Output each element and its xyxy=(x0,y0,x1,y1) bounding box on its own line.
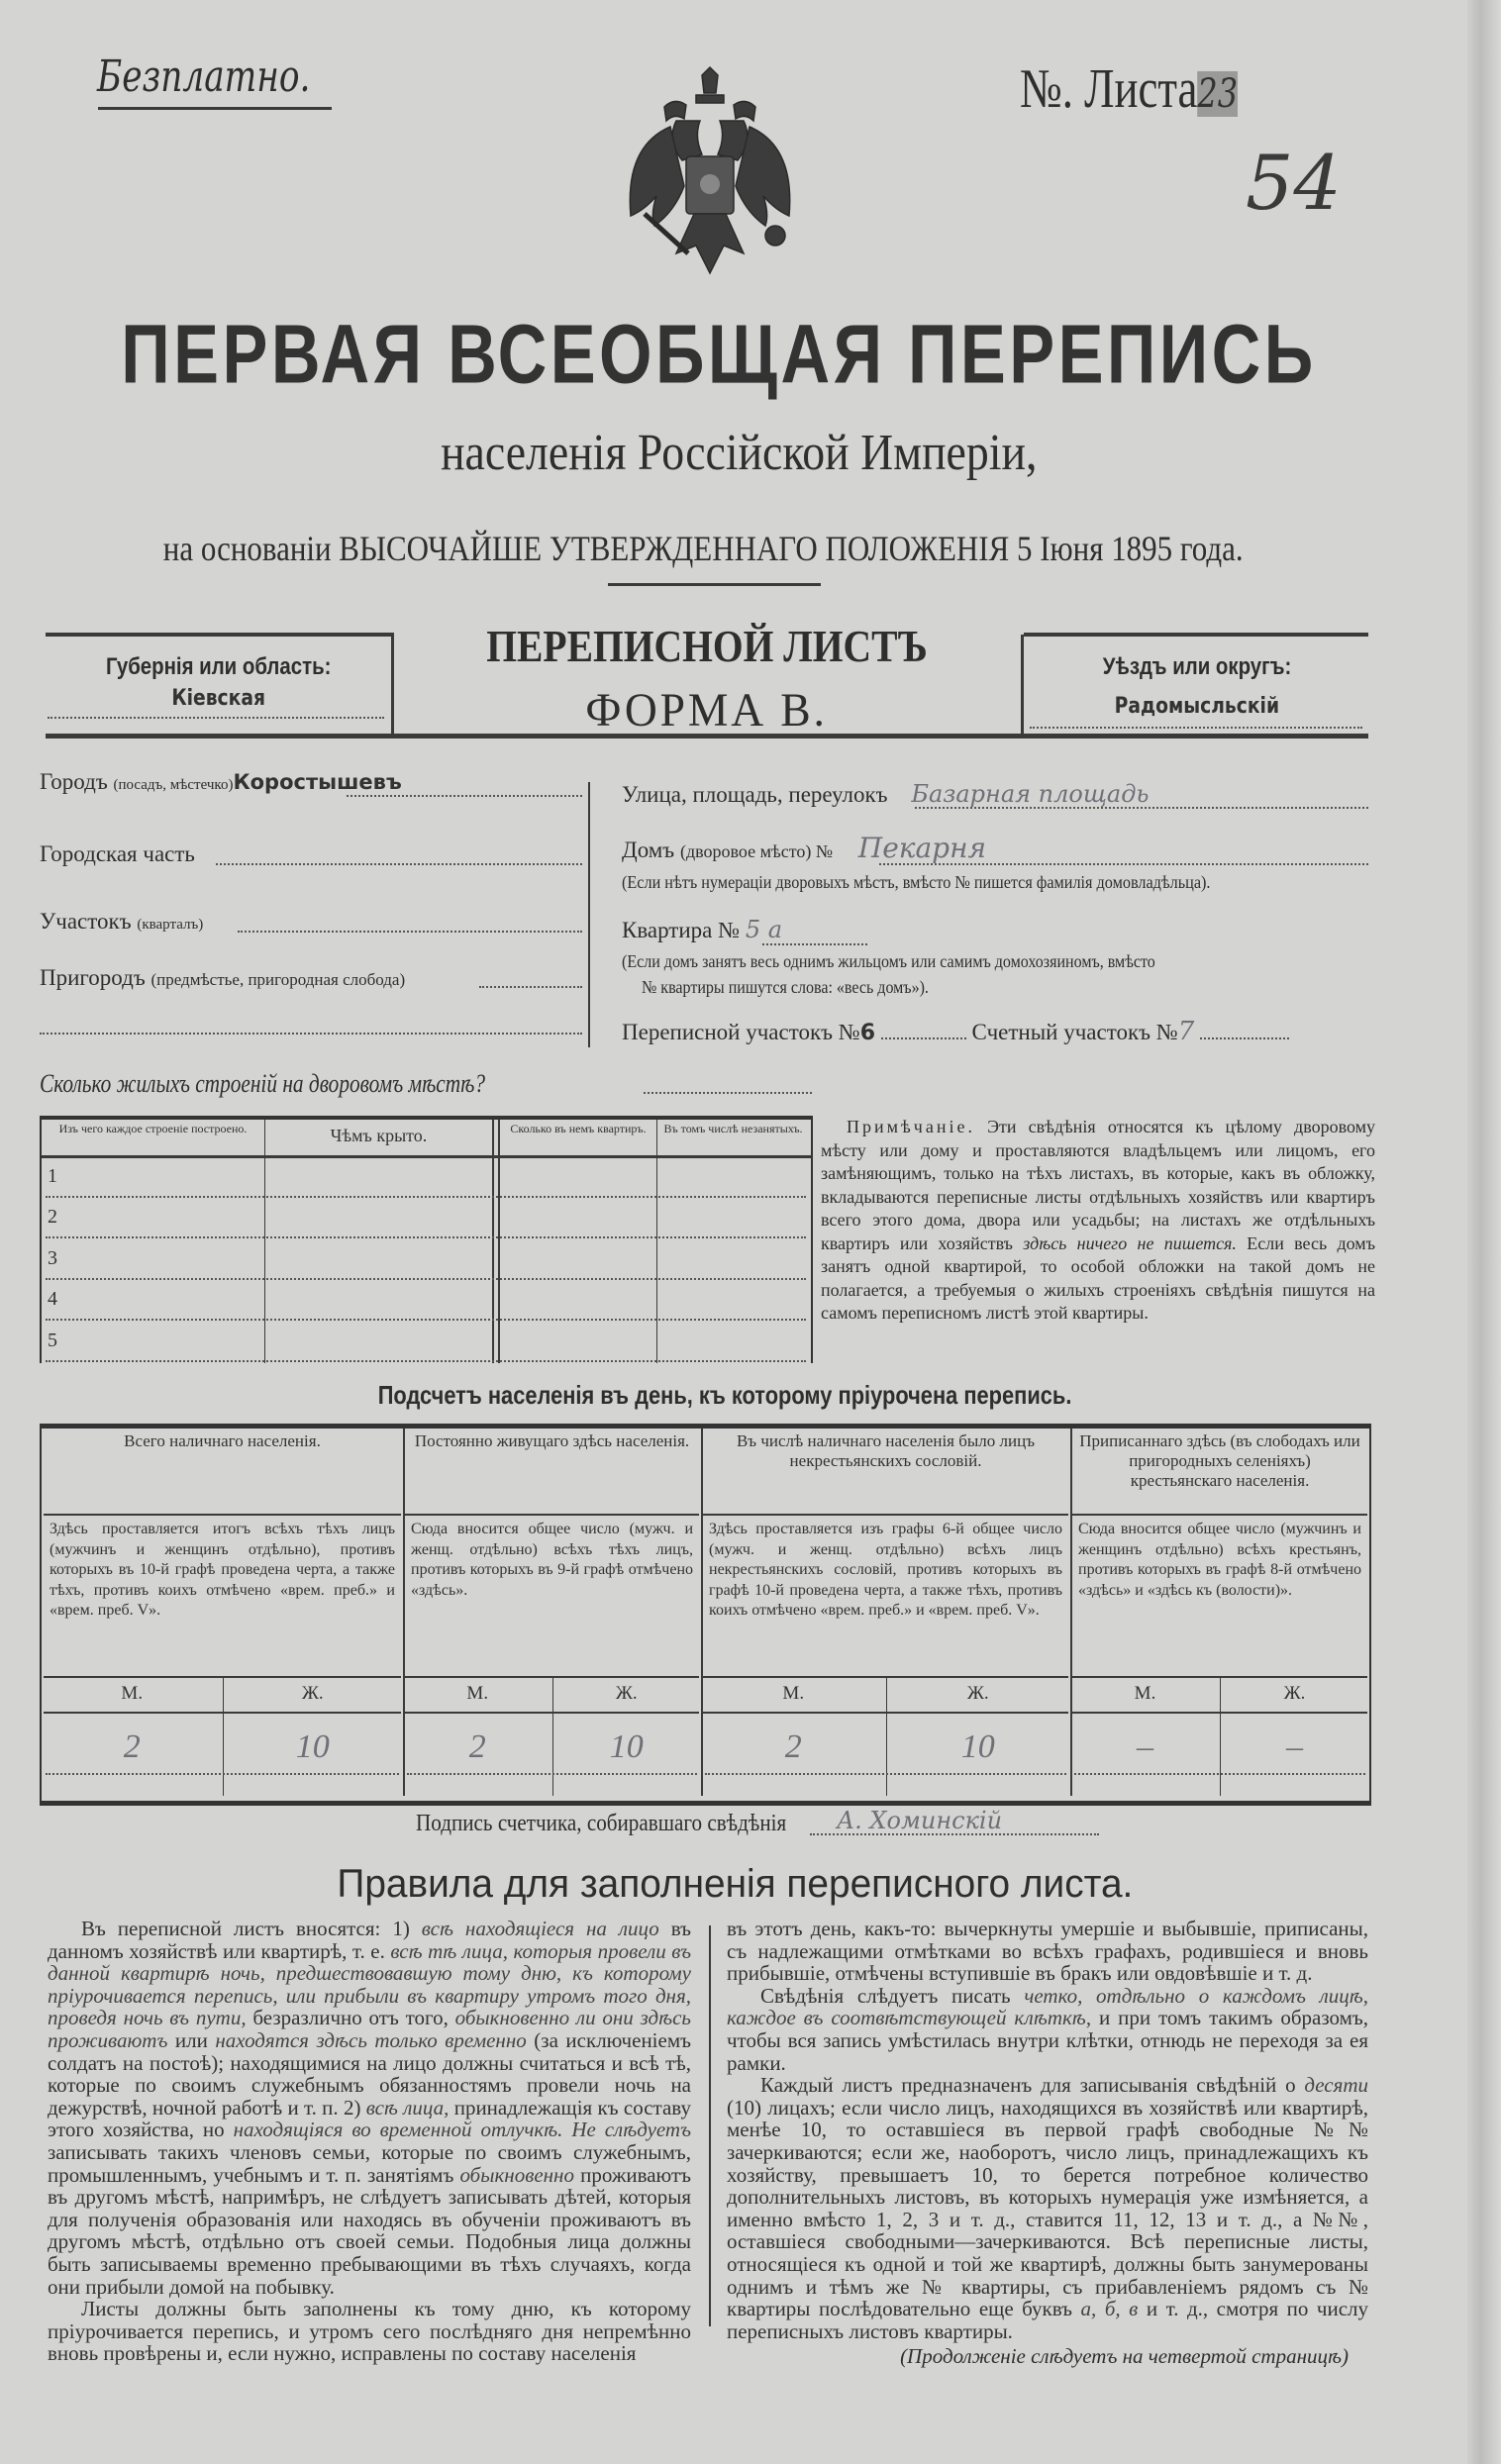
paragraph-text: и т. д., смотря по числу переписныхъ листовъ квартиры. xyxy=(727,2297,1369,2343)
building-row-line[interactable] xyxy=(46,1196,806,1198)
female-count-value[interactable]: – xyxy=(1286,1728,1303,1765)
male-label: М. xyxy=(121,1683,144,1704)
province-label-box xyxy=(48,653,390,681)
house-dotted-line xyxy=(879,863,1368,865)
paragraph-text: проживаютъ въ другомъ мѣстѣ, напримѣръ, не слѣдуетъ записывать дѣтей, которыя для полученія образованія или находясь въ обученіи проживаютъ въ другомъ мѣстѣ, отдѣльно отъ своей семьи. Подобныя лица должны быть записываемы временно пребывающими въ тѣхъ случаяхъ, когда они прибыли домой на побывку. xyxy=(48,2162,691,2299)
col-divider xyxy=(656,1120,657,1363)
building-row-number: 2 xyxy=(48,1206,57,1229)
apartment-note-line-1: (Если домъ занятъ весь однимъ жильцомъ или самимъ домохозяиномъ, вмѣсто xyxy=(622,951,1155,971)
paragraph-text: въ этотъ день, какъ-то: вычеркнуты умершіе и выбывшіе, приписаны, съ надлежащими отмѣтками во всѣхъ графахъ, родившіеся и вновь прибывшіе, отмѣчены вступившіе въ бракъ или овдовѣвшіе и т. д. xyxy=(727,1917,1368,1986)
province-value-box xyxy=(48,685,390,712)
population-column-title: Въ числѣ наличнаго населенія было лицъ некрестьянскихъ сословій. xyxy=(736,1431,1036,1470)
paragraph-text: въ данномъ хозяйствѣ или квартирѣ, т. е. xyxy=(48,1917,691,1963)
apartment-note-line-2: № квартиры пишутся слова: «весь домъ»). xyxy=(642,977,929,997)
rules-continuation-text: (Продолженіе слѣдуетъ на четвертой страницѣ) xyxy=(900,2344,1349,2369)
col-divider xyxy=(498,1120,500,1363)
province-box-top xyxy=(46,633,394,637)
male-count-value[interactable]: 2 xyxy=(784,1728,802,1765)
rules-paragraph xyxy=(48,1918,691,2298)
apartment-label: Квартира № xyxy=(622,918,741,942)
district-box-top xyxy=(1024,633,1368,637)
emphasized-text: обыкновенно ли они здѣсь проживаютъ xyxy=(48,2006,691,2052)
street-dotted-line xyxy=(915,807,1368,809)
female-label: Ж. xyxy=(301,1683,324,1704)
form-title xyxy=(394,620,1020,672)
city-dotted-line xyxy=(347,795,582,797)
male-label: М. xyxy=(782,1683,805,1704)
count-dotted-line xyxy=(1074,1773,1365,1775)
subtitle-text: населенія Россійской Имперіи, xyxy=(440,425,1038,481)
building-row-line[interactable] xyxy=(46,1360,806,1362)
title-main: ПЕРВАЯ ВСЕОБЩАЯ ПЕРЕПИСЬ xyxy=(121,307,1317,401)
imperial-eagle-emblem-icon xyxy=(605,65,815,277)
building-row-number: 4 xyxy=(48,1288,57,1311)
population-heading-text: Подсчетъ населенія въ день, къ которому пріурочена перепись. xyxy=(377,1380,1072,1410)
basis-text: на основаніи ВЫСОЧАЙШЕ УТВЕРЖДЕННАГО ПОЛОЖЕНІЯ 5 Іюня 1895 года. xyxy=(162,529,1244,568)
house-value[interactable]: Пекарня xyxy=(857,832,987,864)
count-dotted-line xyxy=(407,1773,697,1775)
note-text: Эти свѣдѣнія относятся къ цѣлому дворовому мѣсту или дому и проставляются владѣльцемъ или лицомъ, его замѣняющимъ, только на тѣхъ листахъ, въ которые, какъ въ обложку, вкладываются переписные листы отдѣльныхъ хозяйствъ или квартиръ всего этого дома, двора или усадьбы; на листахъ же отдѣльныхъ квартиръ или хозяйствъ xyxy=(821,1117,1375,1253)
rules-right-column xyxy=(727,1918,1368,2368)
rules-heading xyxy=(0,1861,1485,1907)
address-column-divider xyxy=(588,782,590,1047)
population-column-description: Здѣсь проставляется изъ графы 6-й общее число (мужч. и женщ. отдѣльно) всѣхъ лицъ некрестьянскихъ сословій, противъ которыхъ въ графѣ 10-й проведена черта, а также тѣхъ, противъ коихъ отмѣчено «врем. преб.» и «врем. преб. V». xyxy=(709,1521,1062,1619)
population-column-title: Всего наличнаго населенія. xyxy=(124,1431,321,1450)
header-rule xyxy=(703,1514,1068,1516)
male-label: М. xyxy=(466,1683,489,1704)
header-rule xyxy=(405,1514,699,1516)
house-field xyxy=(622,834,986,866)
population-table xyxy=(40,1424,1371,1806)
buildings-question-text: Сколько жилыхъ строеній на дворовомъ мѣстѣ? xyxy=(40,1069,486,1098)
suburb-dotted-line[interactable] xyxy=(479,986,582,988)
city-value[interactable]: Коростышевъ xyxy=(233,770,402,794)
emphasized-text: всѣ тѣ лица, которыя провели въ данной квартирѣ ночь, предшествовавшую тому дню, къ которому пріурочивается перепись, или прибыли въ квартиру утромъ того дня, проведя ночь въ пути, xyxy=(48,1938,691,2030)
city-label: Городъ xyxy=(40,769,108,794)
street-label: Улица, площадь, переулокъ xyxy=(622,782,888,807)
signature-field xyxy=(416,1810,837,1837)
city-hint: (посадъ, мѣстечко) xyxy=(113,777,234,793)
district-label-box xyxy=(1026,653,1368,681)
house-note xyxy=(622,871,1276,893)
sheet-number-label: №. Листа xyxy=(1020,58,1198,120)
female-count-value[interactable]: 10 xyxy=(295,1728,330,1765)
form-type-text: ФОРМА В. xyxy=(585,684,829,737)
city-part-label: Городская часть xyxy=(40,841,195,866)
emphasized-text: а, б, в xyxy=(1080,2297,1139,2321)
suburb-hint: (предмѣстье, пригородная слобода) xyxy=(150,970,406,989)
count-dotted-line xyxy=(46,1773,399,1775)
sheet-number-value: 23 xyxy=(1197,71,1239,117)
district-box-divider xyxy=(1021,635,1024,734)
house-label: Домъ xyxy=(622,838,675,862)
building-row-line[interactable] xyxy=(46,1236,806,1238)
ward-field xyxy=(40,909,203,935)
paragraph-text: (за исключеніемъ солдатъ на постоѣ); находящимися на лицо должны считаться и всѣ тѣ, которые по своимъ служебнымъ обязанностямъ провели ночь на дежурствѣ, ночной работѣ и т. п. 2) xyxy=(48,2027,691,2119)
population-column-title: Постоянно живущаго здѣсь населенія. xyxy=(414,1431,690,1450)
apartment-note-line-1-box xyxy=(622,950,1221,972)
paragraph-text: записывать такихъ членовъ семьи, которые по своимъ служебнымъ, промышленнымъ, учебнымъ и т. п. занятіямъ xyxy=(48,2139,691,2187)
rules-paragraph xyxy=(727,1985,1368,2074)
apartment-note-line-2-box xyxy=(642,976,964,998)
header-rule xyxy=(44,1514,401,1516)
header-vacant: Въ томъ числѣ незанятыхъ. xyxy=(663,1122,803,1135)
paragraph-text: Въ переписной листъ вносятся: 1) xyxy=(81,1917,422,1940)
rules-left-column xyxy=(48,1918,691,2365)
emphasized-text: находятся здѣсь только временно xyxy=(215,2027,527,2052)
note-italic: здѣсь ничего не пишется. xyxy=(1023,1232,1237,1253)
note xyxy=(821,1116,1375,1326)
district-dotted-line xyxy=(1030,727,1362,729)
note-label: Примѣчаніе. xyxy=(847,1117,975,1136)
city-part-field xyxy=(40,841,195,867)
male-count-value[interactable]: 2 xyxy=(123,1728,141,1765)
title-basis xyxy=(0,528,1453,569)
street-value[interactable]: Базарная площадь xyxy=(911,780,1150,808)
census-section-field xyxy=(622,1017,1289,1048)
title-divider xyxy=(608,583,821,586)
buildings-dotted-line[interactable] xyxy=(644,1092,812,1094)
female-count-value[interactable]: 10 xyxy=(960,1728,995,1765)
free-label-text: Безплатно. xyxy=(97,51,311,102)
population-heading xyxy=(0,1380,1475,1410)
paragraph-text: Свѣдѣнія слѣдуетъ писать xyxy=(760,1983,1025,2008)
ward-label: Участокъ xyxy=(40,909,132,934)
house-note-text: (Если нѣтъ нумераціи дворовыхъ мѣстъ, вмѣсто № пишется фамилія домовладѣльца). xyxy=(622,872,1211,892)
paragraph-text: (10) лицахъ; если число лицъ, находящихся въ хозяйствѣ или квартирѣ, менѣе 10, то оставшіеся въ первой графѣ свободные №№ зачеркиваются; если же, наоборотъ, число лицъ, принадлежащихъ къ хозяйству, превышаетъ 10, то берется потребное количество дополнительныхъ листовъ, въ которыхъ нумерація уже измѣняется, а именно вмѣсто 1, 2, 3 и т. д., ставится 11, 12, 13 и т. д., а №№, оставшіеся свободными—зачеркиваются. Всѣ переписные листы, относящіеся къ одной и той же квартирѣ, должны быть занумерованы однимъ и тѣмъ же № квартиры, съ прибавленіемъ рядомъ съ № квартиры послѣдовательно еще буквъ xyxy=(727,2095,1368,2321)
buildings-header-rule xyxy=(42,1155,811,1158)
district-value: Радомысльскій xyxy=(1114,694,1280,719)
paragraph-text: безразлично отъ того, xyxy=(246,2006,455,2030)
city-field xyxy=(40,769,402,795)
count-section-value[interactable]: 7 xyxy=(1177,1017,1195,1046)
rules-heading-text: Правила для заполненія переписного листа. xyxy=(337,1862,1133,1906)
rules-paragraph xyxy=(727,1918,1368,1985)
female-count-value[interactable]: 10 xyxy=(609,1728,644,1765)
header-rule xyxy=(1072,1514,1367,1516)
district-value-box xyxy=(1026,693,1368,720)
rules-continuation xyxy=(727,2344,1368,2368)
suburb-label: Пригородъ xyxy=(40,965,146,990)
rules-paragraph xyxy=(48,2298,691,2365)
paragraph-text: Листы должны быть заполнены къ тому дню, къ которому пріурочивается перепись, и утромъ сего послѣдняго дня непремѣнно вновь провѣрены и, если нужно, исправлены по составу населенія xyxy=(48,2297,691,2366)
form-type xyxy=(394,683,1020,738)
male-count-value[interactable]: 2 xyxy=(468,1728,486,1765)
male-label: М. xyxy=(1134,1683,1156,1704)
paragraph-text: принадлежащія къ составу этого хозяйства, но xyxy=(48,2095,691,2142)
rules-column-divider xyxy=(709,1925,711,2326)
col-divider xyxy=(264,1120,265,1363)
emphasized-text: всѣ лица, xyxy=(365,2095,450,2119)
count-dotted-line xyxy=(705,1773,1066,1775)
building-row-line[interactable] xyxy=(46,1278,806,1280)
col-divider xyxy=(492,1120,494,1363)
header-roof: Чѣмъ крыто. xyxy=(330,1126,428,1145)
province-dotted-line xyxy=(48,717,384,719)
paragraph-text: и при томъ такимъ образомъ, чтобы вся запись умѣстилась внутри клѣтки, отнюдь не переходя за ея рамки. xyxy=(727,2006,1368,2075)
emphasized-text: десяти xyxy=(1304,2073,1368,2098)
apartment-value[interactable]: 5 а xyxy=(745,916,783,943)
count-section-label: Счетный участокъ № xyxy=(971,1020,1178,1044)
census-section-value[interactable]: 6 xyxy=(859,1021,876,1045)
census-section-label: Переписной участокъ № xyxy=(622,1020,860,1044)
free-label-underline xyxy=(98,107,332,110)
buildings-table xyxy=(40,1116,813,1363)
city-part-dotted-line[interactable] xyxy=(216,863,582,865)
population-column-description: Сюда вносится общее число (мужчинъ и женщинъ отдѣльно) всѣхъ крестьянъ, противъ которыхъ въ графѣ 8-й отмѣчено «здѣсь» и «здѣсь къ (волости)». xyxy=(1078,1521,1361,1599)
building-row-number: 1 xyxy=(48,1165,57,1187)
emphasized-text: четко, отдѣльно о каждомъ лицѣ, каждое въ соотвѣтствующей клѣткѣ, xyxy=(727,1983,1368,2030)
signature-label: Подпись счетчика, собиравшаго свѣдѣнія xyxy=(416,1811,787,1836)
building-row-number: 5 xyxy=(48,1329,57,1351)
emphasized-text: находящіяся во временной отлучкѣ. Не слѣдуетъ xyxy=(233,2118,691,2142)
population-column-title: Приписаннаго здѣсь (въ слободахъ или пригородныхъ селеніяхъ) крестьянскаго населенія. xyxy=(1079,1431,1360,1490)
suburb-dotted-line-2[interactable] xyxy=(40,1033,582,1035)
rules-paragraph xyxy=(727,2074,1368,2342)
sheet-number xyxy=(1020,57,1292,121)
title-subtitle xyxy=(0,424,1489,482)
header-apartments: Сколько въ немъ квартиръ. xyxy=(510,1122,647,1135)
house-hint: (дворовое мѣсто) № xyxy=(679,841,834,861)
enumerator-signature[interactable]: А. Хоминскій xyxy=(837,1807,1003,1834)
header-material: Изъ чего каждое строеніе построено. xyxy=(58,1122,248,1135)
buildings-question xyxy=(40,1069,583,1099)
male-count-value[interactable]: – xyxy=(1137,1728,1153,1765)
building-row-number: 3 xyxy=(48,1246,57,1269)
apartment-field xyxy=(622,915,782,945)
province-label: Губернія или область: xyxy=(106,653,332,680)
emphasized-text: обыкновенно xyxy=(459,2162,574,2187)
population-column-description: Сюда вносится общее число (мужч. и женщ. отдѣльно) всѣхъ тѣхъ лицъ, противъ которыхъ въ 9-й графѣ отмѣчено «здѣсь». xyxy=(411,1521,693,1599)
emphasized-text: всѣ находящіеся на лицо xyxy=(421,1917,659,1940)
population-column-description: Здѣсь проставляется итогъ всѣхъ тѣхъ лицъ (мужчинъ и женщинъ отдѣльно), противъ которыхъ въ 10-й графѣ проведена черта, а также тѣхъ, противъ коихъ отмѣчено «врем. преб.» и «врем. преб. V». xyxy=(50,1521,395,1619)
ward-dotted-line[interactable] xyxy=(238,931,582,933)
form-title-text: ПЕРЕПИСНОЙ ЛИСТЪ xyxy=(486,621,928,671)
paragraph-text: или xyxy=(167,2027,216,2052)
female-label: Ж. xyxy=(966,1683,989,1704)
street-field xyxy=(622,780,1149,808)
paragraph-text: Каждый листъ предназначенъ для записыванія свѣдѣній о xyxy=(760,2073,1305,2098)
building-row-line[interactable] xyxy=(46,1319,806,1321)
note-text-2: Если весь домъ занятъ одной квартирой, то особой обложки на такой домъ не полагается, а требуемыя о жилыхъ строеніяхъ свѣдѣнія пишутся на самомъ переписномъ листѣ этой квартиры. xyxy=(821,1232,1376,1323)
page-title xyxy=(0,309,1469,400)
female-label: Ж. xyxy=(615,1683,638,1704)
apartment-dotted-line xyxy=(762,943,867,945)
suburb-field xyxy=(40,965,405,991)
district-label: Уѣздъ или округъ: xyxy=(1102,653,1292,680)
page-edge-shadow xyxy=(1467,0,1501,2464)
archive-page-number: 54 xyxy=(1246,139,1342,227)
free-label xyxy=(97,51,370,102)
ward-hint: (кварталъ) xyxy=(137,917,204,933)
female-label: Ж. xyxy=(1283,1683,1306,1704)
province-value: Кіевская xyxy=(171,686,266,711)
